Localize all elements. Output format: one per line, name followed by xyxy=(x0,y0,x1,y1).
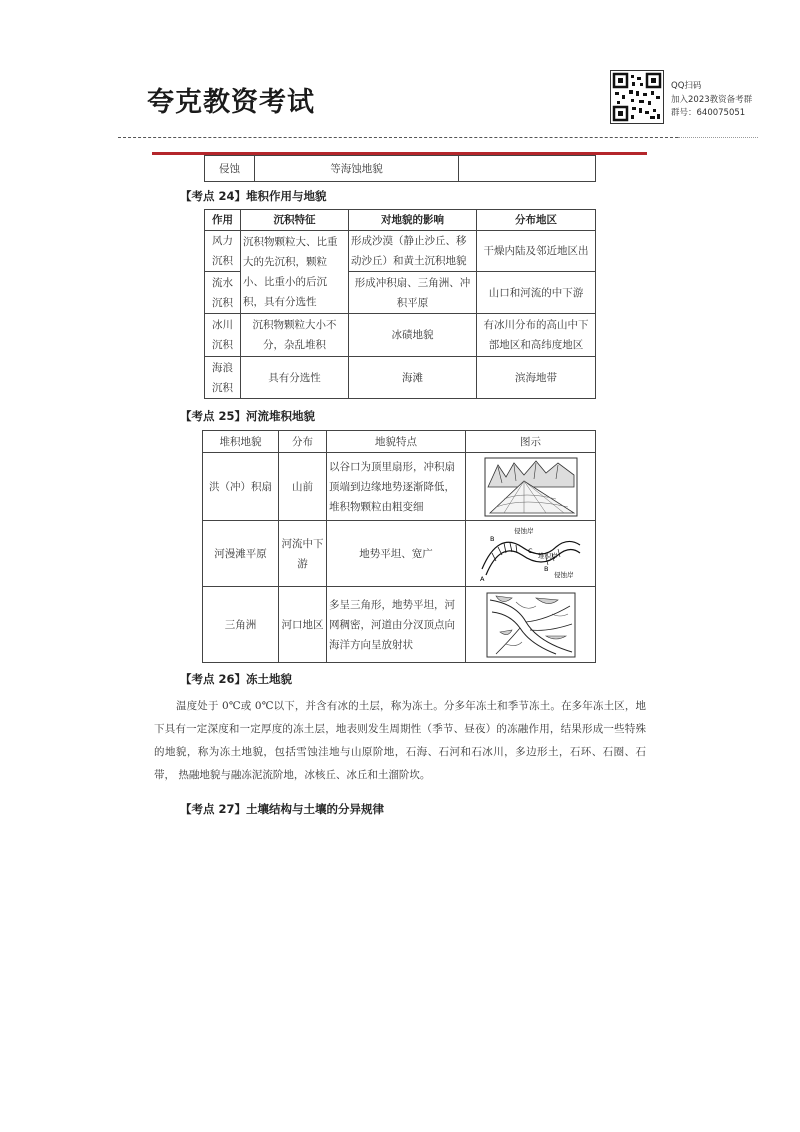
feature-cell: 以谷口为顶里扇形，冲积扇顶端到边缘地势逐渐降低，堆积物颗粒由粗变细 xyxy=(327,453,466,521)
deposition-bank-label: 堆积岸 xyxy=(537,551,557,560)
erosion-cell: 侵蚀 xyxy=(205,156,255,182)
join-group-text: 加入2023教资备考群 xyxy=(671,94,753,105)
section-24-title: 【考点 24】堆积作用与地貌 xyxy=(180,189,327,203)
type-cell: 风力沉积 xyxy=(205,231,241,272)
type-cell: 流水沉积 xyxy=(205,272,241,314)
river-deposition-table xyxy=(202,430,596,663)
table-row xyxy=(205,231,596,272)
landform-name-cell: 洪（冲）积扇 xyxy=(203,453,279,521)
header-divider-tail xyxy=(678,137,758,138)
empty-cell xyxy=(459,156,596,182)
feature-cell: 多呈三角形，地势平坦，河网稠密，河道由分汊顶点向海洋方向呈放射状 xyxy=(327,587,466,663)
header-cell: 沉积特征 xyxy=(241,210,349,231)
location-cell: 河口地区 xyxy=(279,587,327,663)
region-cell: 有冰川分布的高山中下部地区和高纬度地区 xyxy=(477,314,596,357)
region-cell: 山口和河流的中下游 xyxy=(477,272,596,314)
point-b-label-2: B xyxy=(543,564,548,573)
effect-cell: 海滩 xyxy=(349,357,477,399)
header-cell: 地貌特点 xyxy=(327,431,466,453)
table-row xyxy=(203,587,596,663)
header-cell: 图示 xyxy=(466,431,596,453)
feature-cell: 具有分选性 xyxy=(241,357,349,399)
erosion-bank-label-2: 侵蚀岸 xyxy=(553,570,573,579)
header-cell: 对地貌的影响 xyxy=(349,210,477,231)
region-cell: 干燥内陆及邻近地区出 xyxy=(477,231,596,272)
deposition-table xyxy=(204,209,596,399)
table-row xyxy=(205,357,596,399)
delta-diagram xyxy=(466,587,596,663)
section-25-title: 【考点 25】河流堆积地貌 xyxy=(180,409,316,423)
floodplain-diagram xyxy=(466,521,596,587)
erosion-bank-label: 侵蚀岸 xyxy=(513,526,533,535)
header-cell: 分布 xyxy=(279,431,327,453)
erosion-continuation-table xyxy=(204,155,596,182)
section-27-title: 【考点 27】土壤结构与土壤的分异规律 xyxy=(180,802,385,816)
table-row xyxy=(203,521,596,587)
location-cell: 河流中下游 xyxy=(279,521,327,587)
qr-code-icon xyxy=(610,70,664,124)
effect-cell: 冰碛地貌 xyxy=(349,314,477,357)
header-cell: 作用 xyxy=(205,210,241,231)
point-b-label: B xyxy=(489,534,494,543)
table-row xyxy=(205,314,596,357)
landform-name-cell: 三角洲 xyxy=(203,587,279,663)
point-c-label: C xyxy=(527,546,533,555)
brand-logo-text: 夸克教资考试 xyxy=(147,87,315,118)
effect-cell: 形成沙漠（静止沙丘、移动沙丘）和黄土沉积地貌 xyxy=(349,231,477,272)
header-cell: 分布地区 xyxy=(477,210,596,231)
qr-info xyxy=(671,80,752,121)
header-cell: 堆积地貌 xyxy=(203,431,279,453)
region-cell: 滨海地带 xyxy=(477,357,596,399)
effect-cell: 形成冲积扇、三角洲、冲积平原 xyxy=(349,272,477,314)
feature-cell: 沉积物颗粒大小不分，杂乱堆积 xyxy=(241,314,349,357)
table-header-row xyxy=(203,431,596,453)
group-number: 群号：640075051 xyxy=(671,108,746,118)
location-cell: 山前 xyxy=(279,453,327,521)
section-26-title: 【考点 26】冻土地貌 xyxy=(180,672,293,686)
type-cell: 海浪沉积 xyxy=(205,357,241,399)
qq-scan-text: QQ扫码 xyxy=(671,81,702,91)
permafrost-paragraph: 温度处于 0℃或 0℃以下，并含有冰的土层，称为冻土。分多年冻土和季节冻土。在多年冻土区，地下具有一定深度和一定厚度的冻土层，地表则发生周期性（季节、昼夜）的冻融作用，结果形成一些特殊的地貌，称为冻土地貌，包括雪蚀洼地与山原阶地，石海、石河和石冰川，多边形土，石环、石圈、石带， 热融地貌与融冻泥流阶地，冰核丘、冰丘和土溜阶坎。 xyxy=(154,700,646,781)
type-cell: 冰川沉积 xyxy=(205,314,241,357)
feature-cell: 地势平坦、宽广 xyxy=(327,521,466,587)
point-a-label: A xyxy=(479,574,484,583)
erosion-landform-cell: 等海蚀地貌 xyxy=(255,156,459,182)
feature-cell: 沉积物颗粒大、比重大的先沉积，颗粒小、比重小的后沉积，具有分选性 xyxy=(241,231,349,314)
table-header-row xyxy=(205,210,596,231)
header-divider xyxy=(118,137,678,138)
landform-name-cell: 河漫滩平原 xyxy=(203,521,279,587)
table-row xyxy=(203,453,596,521)
alluvial-fan-diagram xyxy=(466,453,596,521)
